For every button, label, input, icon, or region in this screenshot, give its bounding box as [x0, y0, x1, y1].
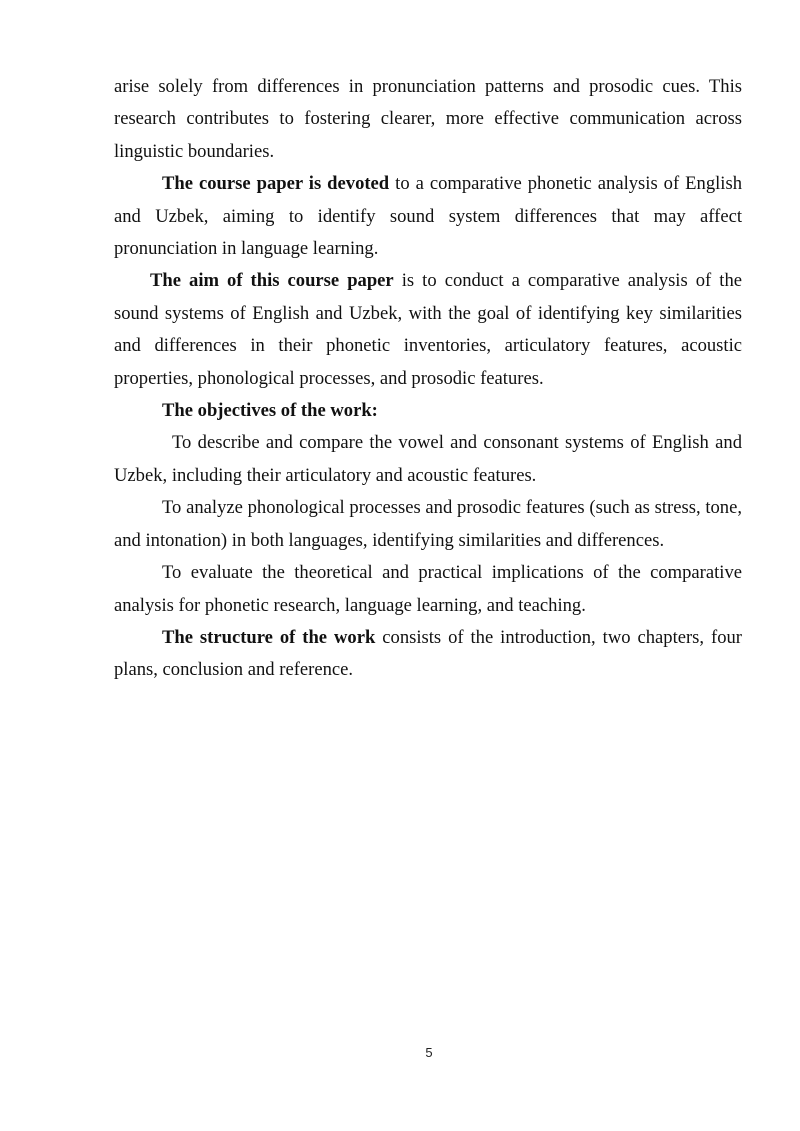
paragraph-text: to a comparative phonetic analysis of English and Uzbek, aiming to identify sound system differences that may affect pronunciation in language learning.: [114, 173, 742, 260]
paragraph-lead: The objectives of the work:: [162, 400, 378, 422]
paragraph-structure: [114, 622, 742, 687]
paragraph-lead: The structure of the work: [162, 626, 376, 648]
page-body: [114, 71, 742, 687]
paragraph-aim: [114, 265, 742, 395]
paragraph-lead: The course paper is devoted: [162, 173, 390, 195]
paragraph-text: To analyze phonological processes and prosodic features (such as stress, tone, and intonation) in both languages, identifying similarities and differences.: [114, 497, 742, 551]
paragraph-objective-3: [114, 557, 742, 622]
paragraph-objective-1: [114, 427, 742, 492]
paragraph-lead: The aim of this course paper: [150, 270, 394, 292]
paragraph-text: is to conduct a comparative analysis of the sound systems of English and Uzbek, with the goal of identifying key similarities and differences in their phonetic inventories, articulatory features, acoustic properties, phonological processes, and prosodic features.: [114, 270, 742, 389]
paragraph-intro-continuation: [114, 71, 742, 168]
paragraph-devoted: [114, 168, 742, 265]
paragraph-text: arise solely from differences in pronunciation patterns and prosodic cues. This research contributes to fostering clearer, more effective communication across linguistic boundaries.: [114, 76, 742, 162]
paragraph-objective-2: [114, 492, 742, 557]
paragraph-objectives-heading: [114, 395, 742, 427]
paragraph-text: consists of the introduction, two chapters, four plans, conclusion and reference.: [114, 626, 742, 681]
paragraph-text: To evaluate the theoretical and practical implications of the comparative analysis for phonetic research, language learning, and teaching.: [114, 562, 742, 616]
page-number: 5: [425, 1045, 433, 1060]
paragraph-text: To describe and compare the vowel and consonant systems of English and Uzbek, including their articulatory and acoustic features.: [114, 432, 742, 486]
